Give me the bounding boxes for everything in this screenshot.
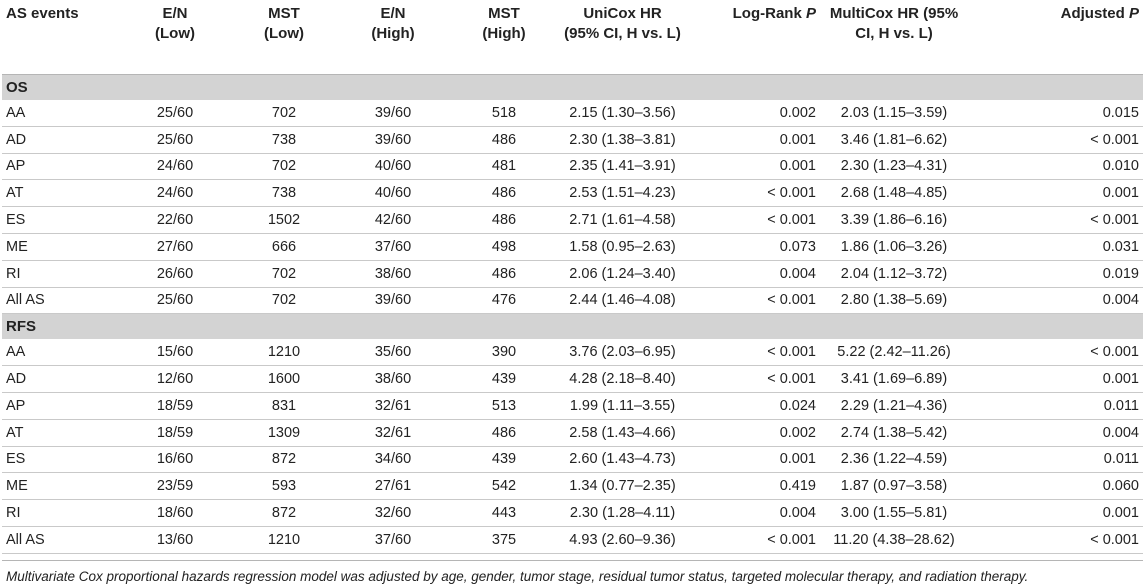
cell-as-event: RI bbox=[2, 500, 120, 527]
cell-en-low: 24/60 bbox=[120, 153, 230, 180]
cell-unicox-hr: 2.30 (1.28–4.11) bbox=[560, 500, 685, 527]
table-row bbox=[2, 100, 1143, 126]
cell-mst-low: 1502 bbox=[230, 207, 338, 234]
cell-en-low: 27/60 bbox=[120, 233, 230, 260]
cell-multicox-hr: 2.68 (1.48–4.85) bbox=[820, 180, 968, 207]
cell-en-low: 25/60 bbox=[120, 100, 230, 126]
cell-en-high: 32/60 bbox=[338, 500, 448, 527]
cell-en-high: 38/60 bbox=[338, 260, 448, 287]
cell-adjusted-p: 0.004 bbox=[968, 287, 1143, 314]
cell-mst-high: 375 bbox=[448, 526, 560, 553]
cell-log-rank-p: < 0.001 bbox=[685, 207, 820, 234]
cell-multicox-hr: 3.00 (1.55–5.81) bbox=[820, 500, 968, 527]
cell-log-rank-p: 0.004 bbox=[685, 500, 820, 527]
cell-as-event: ES bbox=[2, 207, 120, 234]
cell-mst-low: 1309 bbox=[230, 419, 338, 446]
cell-en-low: 25/60 bbox=[120, 126, 230, 153]
cell-mst-low: 702 bbox=[230, 287, 338, 314]
cell-log-rank-p: < 0.001 bbox=[685, 366, 820, 393]
cell-adjusted-p: 0.001 bbox=[968, 500, 1143, 527]
cell-mst-low: 872 bbox=[230, 446, 338, 473]
cell-multicox-hr: 11.20 (4.38–28.62) bbox=[820, 526, 968, 553]
table-row bbox=[2, 526, 1143, 553]
section-row-os bbox=[2, 75, 1143, 101]
cell-mst-high: 486 bbox=[448, 180, 560, 207]
cell-log-rank-p: 0.073 bbox=[685, 233, 820, 260]
cell-adjusted-p: 0.011 bbox=[968, 392, 1143, 419]
cell-mst-high: 486 bbox=[448, 419, 560, 446]
table-row bbox=[2, 339, 1143, 365]
cell-as-event: All AS bbox=[2, 287, 120, 314]
cell-as-event: ME bbox=[2, 473, 120, 500]
cell-as-event: RI bbox=[2, 260, 120, 287]
cell-unicox-hr: 2.15 (1.30–3.56) bbox=[560, 100, 685, 126]
cell-unicox-hr: 1.58 (0.95–2.63) bbox=[560, 233, 685, 260]
survival-table bbox=[2, 0, 1143, 554]
cell-en-low: 13/60 bbox=[120, 526, 230, 553]
cell-en-high: 37/60 bbox=[338, 526, 448, 553]
cell-as-event: AT bbox=[2, 419, 120, 446]
cell-adjusted-p: < 0.001 bbox=[968, 207, 1143, 234]
header-multicox-hr: MultiCox HR (95% CI, H vs. L) bbox=[829, 5, 959, 42]
cell-log-rank-p: 0.002 bbox=[685, 419, 820, 446]
cell-multicox-hr: 3.41 (1.69–6.89) bbox=[820, 366, 968, 393]
section-row-rfs bbox=[2, 314, 1143, 340]
table-row bbox=[2, 446, 1143, 473]
cell-en-high: 40/60 bbox=[338, 180, 448, 207]
table-row bbox=[2, 366, 1143, 393]
cell-mst-high: 481 bbox=[448, 153, 560, 180]
table-row bbox=[2, 392, 1143, 419]
table-row bbox=[2, 207, 1143, 234]
section-label: OS bbox=[2, 75, 1143, 101]
cell-adjusted-p: < 0.001 bbox=[968, 526, 1143, 553]
cell-log-rank-p: 0.002 bbox=[685, 100, 820, 126]
cell-mst-high: 513 bbox=[448, 392, 560, 419]
cell-en-high: 40/60 bbox=[338, 153, 448, 180]
cell-mst-high: 443 bbox=[448, 500, 560, 527]
cell-multicox-hr: 2.29 (1.21–4.36) bbox=[820, 392, 968, 419]
table-row bbox=[2, 473, 1143, 500]
cell-multicox-hr: 2.04 (1.12–3.72) bbox=[820, 260, 968, 287]
table-row bbox=[2, 260, 1143, 287]
cell-en-high: 32/61 bbox=[338, 392, 448, 419]
cell-unicox-hr: 2.53 (1.51–4.23) bbox=[560, 180, 685, 207]
cell-mst-high: 498 bbox=[448, 233, 560, 260]
cell-log-rank-p: 0.001 bbox=[685, 153, 820, 180]
cell-unicox-hr: 4.93 (2.60–9.36) bbox=[560, 526, 685, 553]
cell-mst-high: 439 bbox=[448, 446, 560, 473]
cell-multicox-hr: 2.74 (1.38–5.42) bbox=[820, 419, 968, 446]
header-log-rank-p: Log-Rank P bbox=[732, 5, 816, 22]
cell-unicox-hr: 2.06 (1.24–3.40) bbox=[560, 260, 685, 287]
cell-log-rank-p: < 0.001 bbox=[685, 339, 820, 365]
cell-en-high: 39/60 bbox=[338, 287, 448, 314]
cell-mst-low: 666 bbox=[230, 233, 338, 260]
cell-as-event: ME bbox=[2, 233, 120, 260]
cell-unicox-hr: 3.76 (2.03–6.95) bbox=[560, 339, 685, 365]
cell-mst-low: 702 bbox=[230, 260, 338, 287]
bottom-rule bbox=[2, 560, 1143, 561]
header-row bbox=[2, 0, 1143, 75]
cell-mst-low: 1600 bbox=[230, 366, 338, 393]
cell-as-event: All AS bbox=[2, 526, 120, 553]
cell-en-low: 15/60 bbox=[120, 339, 230, 365]
cell-as-event: AA bbox=[2, 100, 120, 126]
cell-mst-high: 486 bbox=[448, 260, 560, 287]
cell-unicox-hr: 2.71 (1.61–4.58) bbox=[560, 207, 685, 234]
cell-as-event: AP bbox=[2, 392, 120, 419]
cell-en-low: 24/60 bbox=[120, 180, 230, 207]
cell-mst-low: 738 bbox=[230, 126, 338, 153]
cell-en-low: 23/59 bbox=[120, 473, 230, 500]
cell-unicox-hr: 2.35 (1.41–3.91) bbox=[560, 153, 685, 180]
cell-multicox-hr: 5.22 (2.42–11.26) bbox=[820, 339, 968, 365]
cell-en-low: 18/60 bbox=[120, 500, 230, 527]
cell-en-low: 22/60 bbox=[120, 207, 230, 234]
cell-mst-low: 702 bbox=[230, 153, 338, 180]
cell-en-high: 39/60 bbox=[338, 126, 448, 153]
cell-adjusted-p: 0.060 bbox=[968, 473, 1143, 500]
cell-en-high: 35/60 bbox=[338, 339, 448, 365]
cell-log-rank-p: 0.001 bbox=[685, 446, 820, 473]
cell-unicox-hr: 1.99 (1.11–3.55) bbox=[560, 392, 685, 419]
header-mst-low: MST (Low) bbox=[264, 5, 304, 42]
cell-adjusted-p: 0.004 bbox=[968, 419, 1143, 446]
cell-multicox-hr: 1.87 (0.97–3.58) bbox=[820, 473, 968, 500]
cell-mst-low: 1210 bbox=[230, 339, 338, 365]
cell-en-low: 18/59 bbox=[120, 419, 230, 446]
header-en-high: E/N (High) bbox=[371, 5, 415, 42]
cell-log-rank-p: < 0.001 bbox=[685, 180, 820, 207]
cell-mst-low: 831 bbox=[230, 392, 338, 419]
cell-mst-high: 390 bbox=[448, 339, 560, 365]
cell-en-high: 27/61 bbox=[338, 473, 448, 500]
cell-log-rank-p: < 0.001 bbox=[685, 526, 820, 553]
cell-as-event: AD bbox=[2, 366, 120, 393]
header-adjusted-p: Adjusted P bbox=[1060, 5, 1139, 22]
cell-en-low: 18/59 bbox=[120, 392, 230, 419]
cell-mst-high: 486 bbox=[448, 126, 560, 153]
header-as-events: AS events bbox=[6, 5, 79, 22]
header-unicox-hr: UniCox HR (95% CI, H vs. L) bbox=[564, 5, 681, 42]
cell-en-high: 32/61 bbox=[338, 419, 448, 446]
cell-adjusted-p: 0.031 bbox=[968, 233, 1143, 260]
table-row bbox=[2, 233, 1143, 260]
cell-log-rank-p: 0.004 bbox=[685, 260, 820, 287]
cell-multicox-hr: 3.39 (1.86–6.16) bbox=[820, 207, 968, 234]
cell-mst-high: 518 bbox=[448, 100, 560, 126]
cell-log-rank-p: 0.419 bbox=[685, 473, 820, 500]
cell-multicox-hr: 3.46 (1.81–6.62) bbox=[820, 126, 968, 153]
cell-adjusted-p: 0.001 bbox=[968, 180, 1143, 207]
cell-mst-low: 702 bbox=[230, 100, 338, 126]
cell-en-high: 42/60 bbox=[338, 207, 448, 234]
cell-unicox-hr: 1.34 (0.77–2.35) bbox=[560, 473, 685, 500]
cell-adjusted-p: 0.001 bbox=[968, 366, 1143, 393]
cell-adjusted-p: 0.019 bbox=[968, 260, 1143, 287]
cell-en-high: 39/60 bbox=[338, 100, 448, 126]
table-row bbox=[2, 126, 1143, 153]
table-row bbox=[2, 419, 1143, 446]
cell-log-rank-p: < 0.001 bbox=[685, 287, 820, 314]
cell-mst-high: 439 bbox=[448, 366, 560, 393]
cell-as-event: ES bbox=[2, 446, 120, 473]
cell-adjusted-p: 0.011 bbox=[968, 446, 1143, 473]
cell-log-rank-p: 0.024 bbox=[685, 392, 820, 419]
cell-en-low: 26/60 bbox=[120, 260, 230, 287]
cell-unicox-hr: 2.58 (1.43–4.66) bbox=[560, 419, 685, 446]
cell-multicox-hr: 2.80 (1.38–5.69) bbox=[820, 287, 968, 314]
table-row bbox=[2, 500, 1143, 527]
section-label: RFS bbox=[2, 314, 1143, 340]
cell-as-event: AT bbox=[2, 180, 120, 207]
cell-mst-high: 486 bbox=[448, 207, 560, 234]
header-mst-high: MST (High) bbox=[482, 5, 526, 42]
header-en-low: E/N (Low) bbox=[155, 5, 195, 42]
table-body bbox=[2, 75, 1143, 554]
cell-as-event: AP bbox=[2, 153, 120, 180]
table-row bbox=[2, 153, 1143, 180]
cell-unicox-hr: 2.44 (1.46–4.08) bbox=[560, 287, 685, 314]
cell-multicox-hr: 2.03 (1.15–3.59) bbox=[820, 100, 968, 126]
table-row bbox=[2, 287, 1143, 314]
cell-multicox-hr: 2.36 (1.22–4.59) bbox=[820, 446, 968, 473]
cell-as-event: AA bbox=[2, 339, 120, 365]
cell-mst-low: 738 bbox=[230, 180, 338, 207]
footnote: Multivariate Cox proportional hazards regression model was adjusted by age, gender, tumor stage, residual tumor status, targeted molecular therapy, and radiation therapy. bbox=[6, 569, 1029, 584]
cell-unicox-hr: 2.60 (1.43–4.73) bbox=[560, 446, 685, 473]
cell-multicox-hr: 2.30 (1.23–4.31) bbox=[820, 153, 968, 180]
cell-adjusted-p: 0.015 bbox=[968, 100, 1143, 126]
cell-mst-low: 593 bbox=[230, 473, 338, 500]
cell-en-high: 37/60 bbox=[338, 233, 448, 260]
cell-mst-high: 476 bbox=[448, 287, 560, 314]
cell-multicox-hr: 1.86 (1.06–3.26) bbox=[820, 233, 968, 260]
cell-unicox-hr: 4.28 (2.18–8.40) bbox=[560, 366, 685, 393]
cell-log-rank-p: 0.001 bbox=[685, 126, 820, 153]
cell-mst-high: 542 bbox=[448, 473, 560, 500]
cell-as-event: AD bbox=[2, 126, 120, 153]
cell-adjusted-p: 0.010 bbox=[968, 153, 1143, 180]
table-row bbox=[2, 180, 1143, 207]
cell-mst-low: 1210 bbox=[230, 526, 338, 553]
cell-en-high: 34/60 bbox=[338, 446, 448, 473]
cell-unicox-hr: 2.30 (1.38–3.81) bbox=[560, 126, 685, 153]
cell-en-low: 25/60 bbox=[120, 287, 230, 314]
cell-en-low: 16/60 bbox=[120, 446, 230, 473]
cell-en-low: 12/60 bbox=[120, 366, 230, 393]
cell-adjusted-p: < 0.001 bbox=[968, 339, 1143, 365]
cell-adjusted-p: < 0.001 bbox=[968, 126, 1143, 153]
cell-en-high: 38/60 bbox=[338, 366, 448, 393]
cell-mst-low: 872 bbox=[230, 500, 338, 527]
